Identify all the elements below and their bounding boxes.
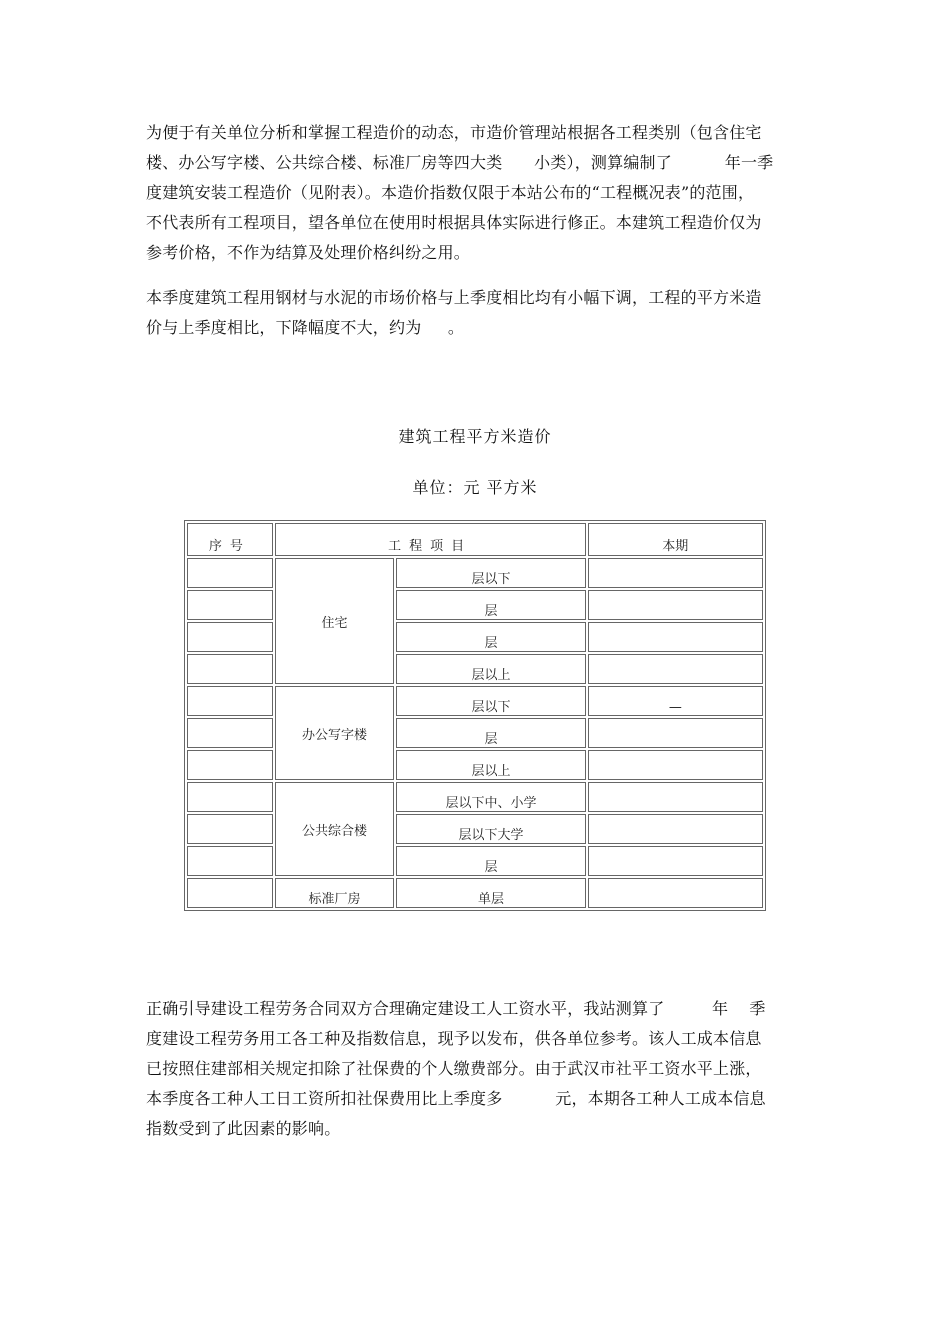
value-cell — [588, 750, 763, 780]
value-cell: — — [588, 686, 763, 716]
table-row — [187, 654, 763, 684]
text-line: 楼、办公写字楼、公共综合楼、标准厂房等四大类 小类），测算编制了 年一季 — [146, 153, 774, 172]
table-row — [187, 878, 763, 908]
seq-cell — [187, 878, 273, 908]
subitem-cell: 单层 — [396, 878, 585, 908]
price-paragraph — [146, 283, 808, 343]
table-row — [187, 686, 763, 716]
subitem-cell: 层以上 — [396, 654, 585, 684]
labor-paragraph — [146, 994, 808, 1144]
value-cell — [588, 814, 763, 844]
table-row — [187, 558, 763, 588]
table-row — [187, 590, 763, 620]
cost-table — [184, 520, 766, 911]
subitem-cell: 层 — [396, 718, 585, 748]
subitem-cell: 层以下大学 — [396, 814, 585, 844]
text-line: 已按照住建部相关规定扣除了社保费的个人缴费部分。由于武汉市社平工资水平上涨， — [146, 1059, 762, 1078]
seq-cell — [187, 814, 273, 844]
category-cell: 住宅 — [275, 558, 395, 684]
seq-cell — [187, 686, 273, 716]
subitem-cell: 层以上 — [396, 750, 585, 780]
subitem-cell: 层以下中、小学 — [396, 782, 585, 812]
text-line: 为便于有关单位分析和掌握工程造价的动态，市造价管理站根据各工程类别（包含住宅 — [146, 123, 762, 142]
text-line: 价与上季度相比，下降幅度不大，约为 。 — [146, 318, 465, 337]
value-cell — [588, 878, 763, 908]
text-line: 本季度各工种人工日工资所扣社保费用比上季度多 元，本期各工种人工成本信息 — [146, 1089, 766, 1108]
table-unit: 单位：元 平方米 — [412, 478, 538, 497]
subitem-cell: 层以下 — [396, 558, 585, 588]
value-cell — [588, 654, 763, 684]
category-cell: 办公写字楼 — [275, 686, 395, 780]
table-row — [187, 718, 763, 748]
header-current: 本期 — [588, 523, 763, 556]
text-line: 指数受到了此因素的影响。 — [146, 1119, 341, 1138]
table-row — [187, 782, 763, 812]
value-cell — [588, 622, 763, 652]
text-line: 正确引导建设工程劳务合同双方合理确定建设工人工资水平，我站测算了 年 季 — [146, 999, 766, 1018]
text-line: 度建设工程劳务用工各工种及指数信息，现予以发布，供各单位参考。该人工成本信息 — [146, 1029, 762, 1048]
header-item: 工程项目 — [275, 523, 586, 556]
seq-cell — [187, 846, 273, 876]
table-header-row — [187, 523, 763, 556]
seq-cell — [187, 622, 273, 652]
table-row — [187, 750, 763, 780]
table-row — [187, 622, 763, 652]
subitem-cell: 层以下 — [396, 686, 585, 716]
seq-cell — [187, 718, 273, 748]
table-row — [187, 814, 763, 844]
text-line: 度建筑安装工程造价（见附表）。本造价指数仅限于本站公布的“工程概况表”的范围， — [146, 183, 755, 202]
category-cell: 标准厂房 — [275, 878, 395, 908]
text-line: 本季度建筑工程用钢材与水泥的市场价格与上季度相比均有小幅下调，工程的平方米造 — [146, 288, 762, 307]
table-title: 建筑工程平方米造价 — [398, 427, 552, 446]
seq-cell — [187, 750, 273, 780]
text-line: 不代表所有工程项目，望各单位在使用时根据具体实际进行修正。本建筑工程造价仅为 — [146, 213, 762, 232]
category-cell: 公共综合楼 — [275, 782, 395, 876]
seq-cell — [187, 558, 273, 588]
subitem-cell: 层 — [396, 622, 585, 652]
text-line: 参考价格，不作为结算及处理价格纠纷之用。 — [146, 243, 471, 262]
value-cell — [588, 718, 763, 748]
header-seq: 序号 — [187, 523, 273, 556]
value-cell — [588, 558, 763, 588]
value-cell — [588, 846, 763, 876]
table-row — [187, 846, 763, 876]
subitem-cell: 层 — [396, 846, 585, 876]
intro-paragraph — [146, 118, 808, 268]
seq-cell — [187, 590, 273, 620]
value-cell — [588, 782, 763, 812]
value-cell — [588, 590, 763, 620]
seq-cell — [187, 654, 273, 684]
subitem-cell: 层 — [396, 590, 585, 620]
seq-cell — [187, 782, 273, 812]
